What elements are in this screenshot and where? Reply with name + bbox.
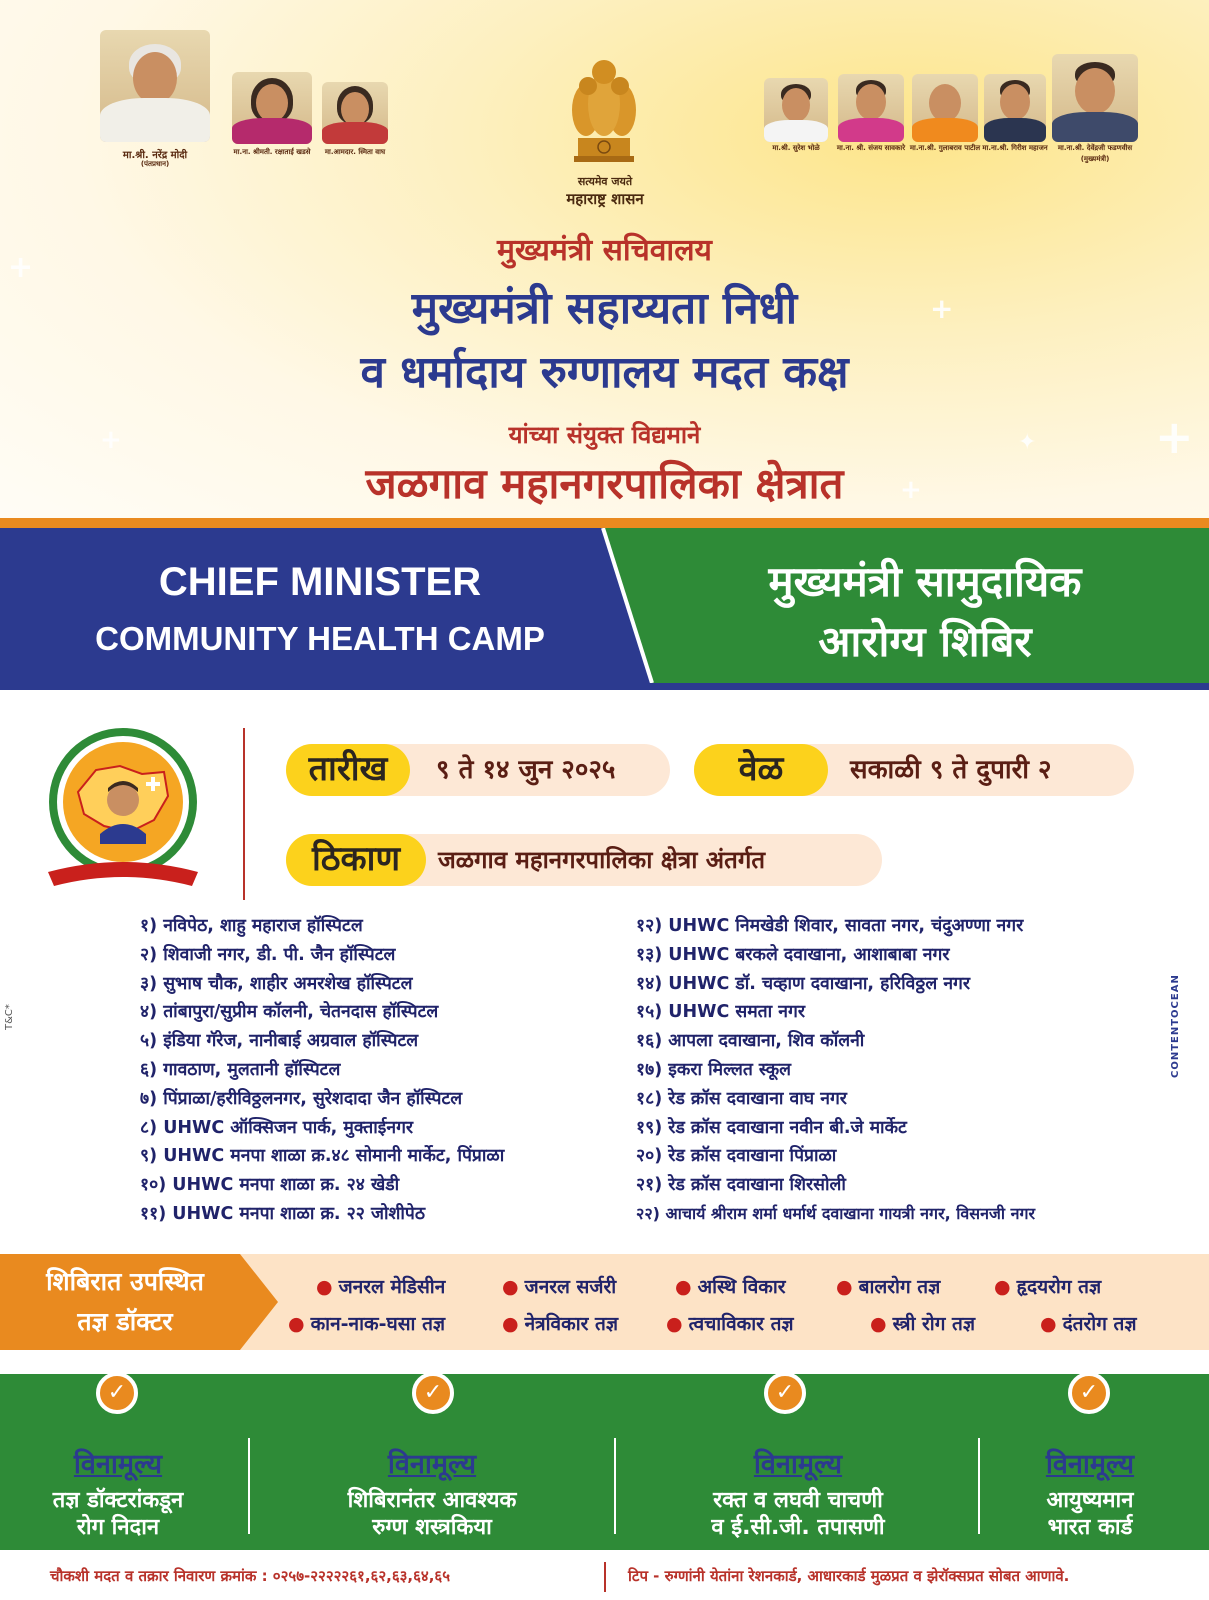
portrait-caption: मा.ना. श्री. संजय सावकारे xyxy=(836,144,906,152)
footer-divider xyxy=(604,1562,606,1592)
time-value: सकाळी ९ ते दुपारी २ xyxy=(850,755,1052,785)
free-desc-line2: व ई.सी.जी. तपासणी xyxy=(711,1515,885,1540)
banner-marathi-line1: मुख्यमंत्री सामुदायिक xyxy=(768,557,1082,606)
portrait-caption: मा.आमदार. स्मिता वाघ xyxy=(324,148,386,156)
specialty-item: ● जनरल सर्जरी xyxy=(502,1276,617,1298)
portrait-caption: मा.ना. श्रीमती. रक्षाताई खडसे xyxy=(233,148,311,156)
list-item: १२) UHWC निमखेडी शिवार, सावता नगर, चंदुअण्णा नगर xyxy=(636,916,1024,936)
list-item: १०) UHWC मनपा शाळा क्र. २४ खेडी xyxy=(140,1175,400,1196)
free-service-diagnosis xyxy=(0,1444,236,1541)
specialty-item: ● बालरोग तज्ञ xyxy=(836,1276,941,1298)
list-item: १३) UHWC बरकले दवाखाना, आशाबाबा नगर xyxy=(636,944,950,965)
check-icon: ✓ xyxy=(96,1372,138,1414)
list-item: ९) UHWC मनपा शाळा क्र.४८ सोमानी मार्केट, पिंप्राळा xyxy=(140,1146,505,1167)
banner-english-line2: COMMUNITY HEALTH CAMP xyxy=(95,620,545,657)
list-item: २२) आचार्य श्रीराम शर्मा धर्मार्थ दवाखाना गायत्री नगर, विसनजी नगर xyxy=(636,1203,1036,1223)
bullet-icon: ● xyxy=(870,1313,887,1335)
free-desc-line2: भारत कार्ड xyxy=(1047,1515,1133,1540)
specialists-tag-line2: तज्ञ डॉक्टर xyxy=(77,1307,173,1336)
orange-strip xyxy=(0,518,1209,528)
list-item: १९) रेड क्रॉस दवाखाना नवीन बी.जे मार्केट xyxy=(636,1117,907,1138)
documents-note: टिप - रुग्णांनी येतांना रेशनकार्ड, आधारकार्ड मुळप्रत व झेरॉक्सप्रत सोबत आणावे. xyxy=(628,1567,1070,1585)
jalgaon-area-title: जळगाव महानगरपालिका क्षेत्रात xyxy=(365,459,844,508)
specialists-tag-text xyxy=(0,1262,250,1342)
list-item: २१) रेड क्रॉस दवाखाना शिरसोली xyxy=(636,1175,846,1196)
emblem-caption xyxy=(530,174,680,209)
portrait-narendra-modi xyxy=(100,30,210,142)
sparkle-icon: + xyxy=(1155,410,1194,464)
column-divider xyxy=(614,1438,616,1534)
free-label: विनामूल्य xyxy=(753,1449,843,1480)
vertical-divider xyxy=(243,728,245,900)
free-desc-line2: रोग निदान xyxy=(76,1515,160,1540)
sparkle-icon: ✦ xyxy=(1018,430,1037,455)
free-service-tests xyxy=(628,1444,968,1541)
terms-conditions-note: T&C* xyxy=(4,1004,15,1030)
banner-english-line1: CHIEF MINISTER xyxy=(158,560,482,604)
jointly-organized-text: यांच्या संयुक्त विद्यमाने xyxy=(508,421,701,449)
list-item: ७) पिंप्राळा/हरीविठ्ठलनगर, सुरेशदादा जैन हॉस्पिटल xyxy=(140,1088,463,1109)
date-value: ९ ते १४ जुन २०२५ xyxy=(436,755,616,785)
list-item: २०) रेड क्रॉस दवाखाना पिंप्राळा xyxy=(636,1146,837,1167)
bullet-icon: ● xyxy=(502,1276,519,1298)
bullet-icon: ● xyxy=(502,1313,519,1335)
place-label: ठिकाण xyxy=(286,834,426,886)
portrait-sanjay-savkare xyxy=(838,74,904,142)
free-desc-line1: रक्त व लघवी चाचणी xyxy=(713,1488,883,1513)
check-icon: ✓ xyxy=(1068,1372,1110,1414)
portrait-caption: मा.ना.श्री. देवेंद्रजी फडणवीस xyxy=(1057,144,1133,152)
free-service-ayushman-card xyxy=(990,1444,1190,1541)
list-item: १७) इकरा मिल्लत स्कूल xyxy=(636,1059,792,1080)
column-divider xyxy=(248,1438,250,1534)
place-value: जळगाव महानगरपालिका क्षेत्रा अंतर्गत xyxy=(438,846,766,874)
free-desc-line2: रुग्ण शस्त्रकिया xyxy=(372,1515,492,1540)
emblem-motto: सत्यमेव जयते xyxy=(577,175,633,188)
list-item: ११) UHWC मनपा शाळा क्र. २२ जोशीपेठ xyxy=(140,1203,426,1224)
helpline-text: चौकशी मदत व तक्रार निवारण क्रमांक : ०२५७-२२२२२६१,६२,६३,६४,६५ xyxy=(50,1567,451,1585)
ashoka-emblem-icon xyxy=(564,52,644,164)
list-item: १६) आपला दवाखाना, शिव कॉलनी xyxy=(636,1031,865,1052)
portrait-smita-wagh xyxy=(322,82,388,144)
portrait-suresh-bhole xyxy=(764,78,828,142)
specialty-item: ● कान-नाक-घसा तज्ञ xyxy=(288,1313,446,1335)
list-item: ६) गावठाण, मुलतानी हॉस्पिटल xyxy=(140,1059,341,1080)
list-item: ८) UHWC ऑक्सिजन पार्क, मुक्ताईनगर xyxy=(140,1117,414,1138)
bullet-icon: ● xyxy=(316,1276,333,1298)
free-desc-line1: शिबिरानंतर आवश्यक xyxy=(347,1488,517,1513)
sparkle-icon: + xyxy=(930,292,954,325)
portrait-caption: मा.श्री. नरेंद्र मोदी xyxy=(122,150,188,161)
camp-seal-logo xyxy=(38,722,208,900)
free-desc-line1: आयुष्यमान xyxy=(1046,1488,1134,1513)
specialists-tag-line1: शिबिरात उपस्थित xyxy=(46,1267,204,1296)
column-divider xyxy=(978,1438,980,1534)
free-label: विनामूल्य xyxy=(387,1449,477,1480)
bullet-icon: ● xyxy=(288,1313,305,1335)
specialty-item: ● जनरल मेडिसीन xyxy=(316,1276,446,1298)
sparkle-icon: + xyxy=(8,250,34,285)
free-label: विनामूल्य xyxy=(1045,1449,1135,1480)
list-item: १) नविपेठ, शाहु महाराज हॉस्पिटल xyxy=(140,916,363,936)
specialty-item: ● त्वचाविकार तज्ञ xyxy=(666,1313,794,1335)
list-item: २) शिवाजी नगर, डी. पी. जैन हॉस्पिटल xyxy=(140,944,396,965)
main-title-line1: मुख्यमंत्री सहाय्यता निधी xyxy=(411,283,798,334)
bullet-icon: ● xyxy=(836,1276,853,1298)
portrait-devendra-fadnavis xyxy=(1052,54,1138,142)
locations-list-right xyxy=(636,912,1035,1229)
portrait-subcaption: (मुख्यमंत्री) xyxy=(1080,155,1110,163)
specialty-item: ● नेत्रविकार तज्ञ xyxy=(502,1313,619,1335)
list-item: १८) रेड क्रॉस दवाखाना वाघ नगर xyxy=(636,1088,847,1109)
portrait-raksha-khadse xyxy=(232,72,312,144)
free-service-surgery xyxy=(262,1444,602,1541)
agency-credit: CONTENTOCEAN xyxy=(1170,974,1181,1078)
list-item: ३) सुभाष चौक, शाहीर अमरशेख हॉस्पिटल xyxy=(140,973,413,994)
emblem-government: महाराष्ट्र शासन xyxy=(566,190,644,208)
banner-bottom-line xyxy=(0,683,1209,690)
specialty-item: ● हृदयरोग तज्ञ xyxy=(994,1276,1102,1298)
list-item: १५) UHWC समता नगर xyxy=(636,1002,806,1023)
list-item: १४) UHWC डॉ. चव्हाण दवाखाना, हरिविठ्ठल नगर xyxy=(636,973,971,994)
main-title-line2: व धर्मादाय रुग्णालय मदत कक्ष xyxy=(360,347,849,398)
free-desc-line1: तज्ञ डॉक्टरांकडून xyxy=(52,1488,184,1513)
check-icon: ✓ xyxy=(412,1372,454,1414)
date-label: तारीख xyxy=(286,744,410,796)
portrait-caption: मा.ना.श्री. गुलाबराव पाटील xyxy=(909,144,981,152)
bullet-icon: ● xyxy=(994,1276,1011,1298)
header xyxy=(0,0,1209,540)
portrait-gulabrao-patil xyxy=(912,74,978,142)
specialty-item: ● स्त्री रोग तज्ञ xyxy=(870,1313,976,1335)
list-item: ४) तांबापुरा/सुप्रीम कॉलनी, चेतनदास हॉस्पिटल xyxy=(140,1002,439,1023)
portrait-subcaption: (पंतप्रधान) xyxy=(140,160,170,168)
portrait-girish-mahajan xyxy=(984,74,1046,142)
secretariat-title: मुख्यमंत्री सचिवालय xyxy=(497,233,712,268)
bullet-icon: ● xyxy=(675,1276,692,1298)
free-label: विनामूल्य xyxy=(73,1449,163,1480)
check-icon: ✓ xyxy=(764,1372,806,1414)
portrait-caption: मा.ना.श्री. गिरीश महाजन xyxy=(982,144,1048,152)
specialty-item: ● दंतरोग तज्ञ xyxy=(1040,1313,1137,1335)
specialty-item: ● अस्थि विकार xyxy=(675,1276,786,1298)
sparkle-icon: + xyxy=(900,475,922,505)
banner-marathi-line2: आरोग्य शिबिर xyxy=(818,617,1032,666)
time-label: वेळ xyxy=(694,744,828,796)
bullet-icon: ● xyxy=(1040,1313,1057,1335)
list-item: ५) इंडिया गॅरेज, नानीबाई अग्रवाल हॉस्पिटल xyxy=(140,1031,419,1052)
portrait-caption: मा.श्री. सुरेश भोळे xyxy=(772,144,820,152)
bullet-icon: ● xyxy=(666,1313,683,1335)
locations-list-left xyxy=(140,912,504,1229)
sparkle-icon: + xyxy=(100,425,122,455)
